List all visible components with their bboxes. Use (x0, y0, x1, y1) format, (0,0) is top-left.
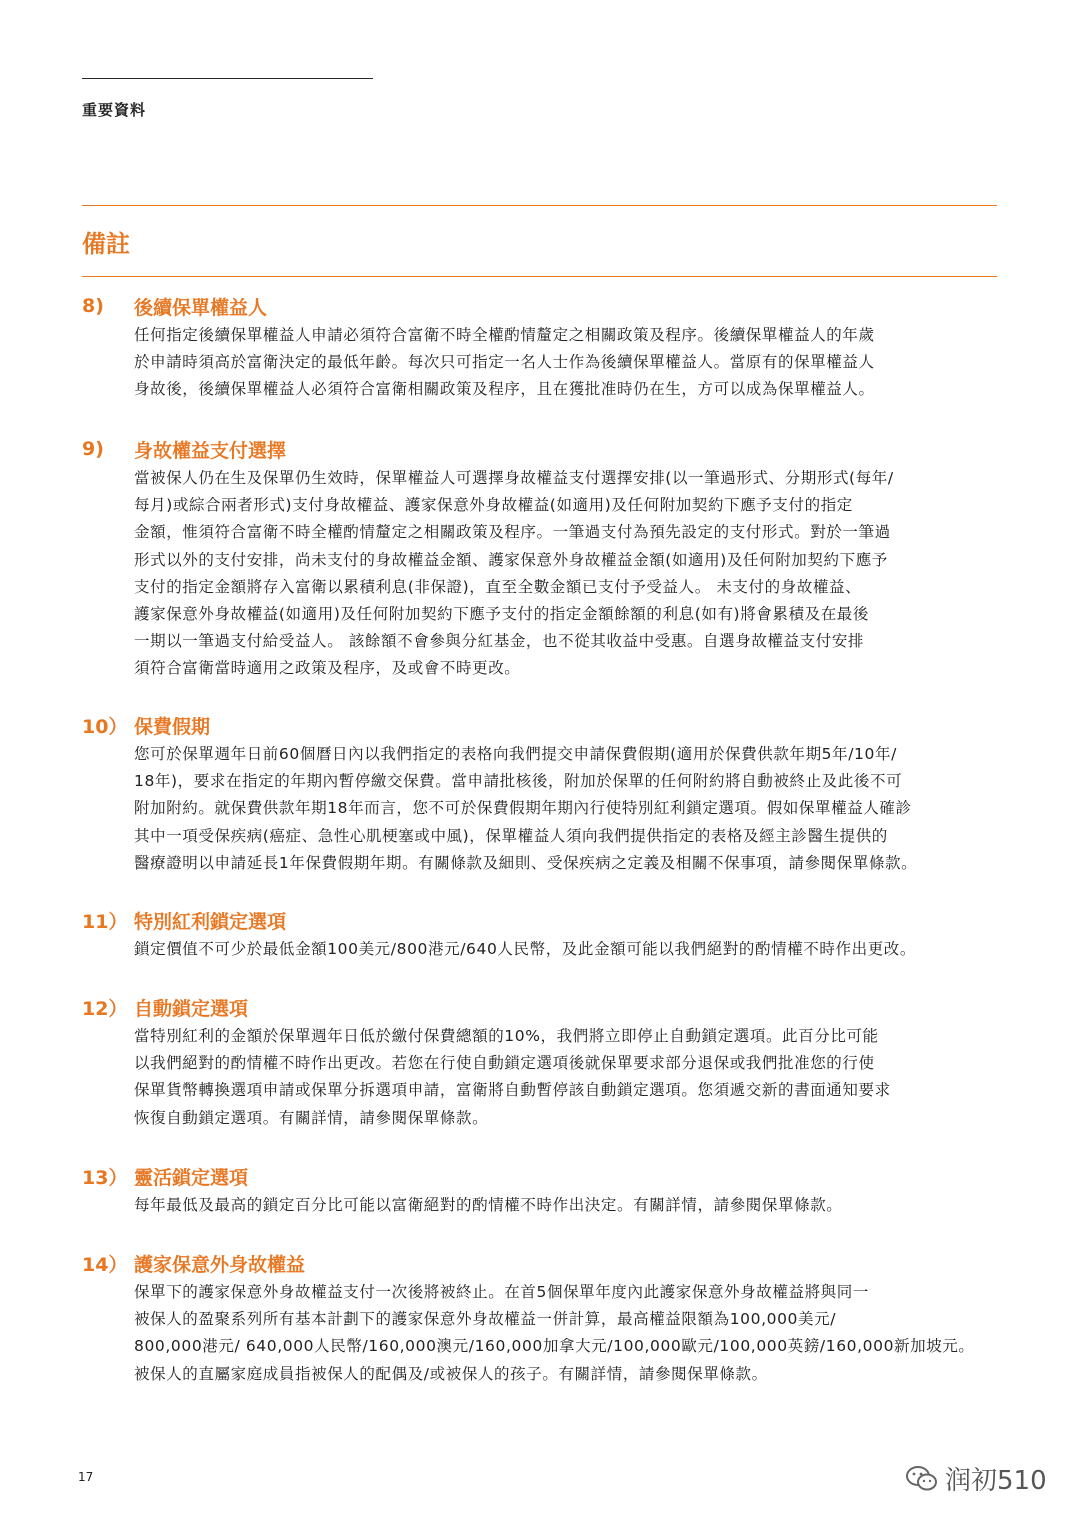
note-line: 醫療證明以申請延長1年保費假期年期。有關條款及細則、受保疾病之定義及相關不保事項，請參閱保單條款。 (134, 853, 918, 872)
note-title: 特別紅利鎖定選項 (134, 910, 287, 933)
note-line: 附加附約。就保費供款年期18年而言，您不可於保費假期年期內行使特別紅利鎖定選項。假如保單權益人確診 (134, 799, 912, 818)
note-8 (82, 290, 997, 404)
page-number: 17 (78, 1470, 94, 1484)
note-line: 當被保人仍在生及保單仍生效時，保單權益人可選擇身故權益支付選擇安排(以一筆過形式、分期形式(每年/ (134, 469, 894, 487)
section-title: 備註 (82, 230, 130, 258)
note-line: 鎖定價值不可少於最低金額100美元/800港元/640人民幣，及此金額可能以我們絕對的酌情權不時作出更改。 (134, 940, 917, 958)
note-11 (82, 904, 997, 963)
note-line: 一期以一筆過支付給受益人。 該餘額不會參與分紅基金，也不從其收益中受惠。自選身故權益支付安排 (134, 632, 865, 651)
note-line: 當特別紅利的金額於保單週年日低於繳付保費總額的10%，我們將立即停止自動鎖定選項。此百分比可能 (134, 1027, 879, 1045)
note-line: 任何指定後續保單權益人申請必須符合富衛不時全權酌情釐定之相關政策及程序。後續保單權益人的年歲 (134, 326, 875, 344)
note-number: 14） (82, 1253, 128, 1276)
note-body (82, 1279, 997, 1388)
note-number: 9) (82, 438, 104, 460)
chat-bubble-icon (905, 1464, 939, 1494)
note-body (82, 322, 997, 404)
note-line: 於申請時須高於富衛決定的最低年齡。每次只可指定一名人士作為後續保單權益人。當原有的保單權益人 (134, 353, 875, 372)
note-line: 保單貨幣轉換選項申請或保單分拆選項申請，富衛將自動暫停該自動鎖定選項。您須遞交新的書面通知要求 (134, 1081, 891, 1100)
note-line: 恢復自動鎖定選項。有關詳情，請參閱保單條款。 (134, 1108, 489, 1127)
note-line: 以我們絕對的酌情權不時作出更改。若您在行使自動鎖定選項後就保單要求部分退保或我們批准您的行使 (134, 1054, 875, 1073)
note-body (82, 1023, 997, 1132)
section-rule-top (82, 205, 997, 206)
header-label: 重要資料 (82, 101, 147, 119)
note-line: 18年)，要求在指定的年期內暫停繳交保費。當申請批核後，附加於保單的任何附約將自動被終止及此後不可 (134, 772, 903, 791)
note-line: 支付的指定金額將存入富衛以累積利息(非保證)，直至全數金額已支付予受益人。 未支付的身故權益、 (134, 577, 862, 596)
note-line: 800,000港元/ 640,000人民幣/160,000澳元/160,000加拿大元/100,000歐元/100,000英鎊/160,000新加坡元。 (134, 1337, 975, 1356)
watermark (905, 1460, 1047, 1497)
note-number: 11） (82, 910, 128, 933)
note-title: 後續保單權益人 (134, 296, 268, 319)
note-body (82, 1192, 997, 1219)
note-12 (82, 991, 997, 1132)
note-number: 12） (82, 997, 128, 1020)
note-line: 您可於保單週年日前60個曆日內以我們指定的表格向我們提交申請保費假期(適用於保費供款年期5年/10年/ (134, 745, 897, 763)
watermark-text: 润初510 (945, 1466, 1047, 1496)
note-14 (82, 1247, 997, 1388)
note-line: 形式以外的支付安排，尚未支付的身故權益金額、護家保意外身故權益金額(如適用)及任何附加契約下應予 (134, 550, 888, 569)
note-line: 每年最低及最高的鎖定百分比可能以富衛絕對的酌情權不時作出決定。有關詳情，請參閱保單條款。 (134, 1196, 843, 1214)
note-title: 保費假期 (134, 715, 211, 738)
note-line: 金額，惟須符合富衛不時全權酌情釐定之相關政策及程序。一筆過支付為預先設定的支付形式。對於一筆過 (134, 523, 891, 542)
note-10 (82, 709, 997, 877)
note-line: 每月)或綜合兩者形式)支付身故權益、護家保意外身故權益(如適用)及任何附加契約下應予支付的指定 (134, 496, 853, 515)
section-rule-bottom (82, 276, 997, 277)
note-number: 10） (82, 715, 128, 738)
note-title: 靈活鎖定選項 (134, 1166, 249, 1189)
note-body (82, 465, 997, 683)
note-title: 身故權益支付選擇 (134, 439, 287, 462)
note-body (82, 936, 997, 963)
note-line: 護家保意外身故權益(如適用)及任何附加契約下應予支付的指定金額餘額的利息(如有)將會累積及在最後 (134, 605, 869, 624)
note-line: 被保人的盈聚系列所有基本計劃下的護家保意外身故權益一併計算，最高權益限額為100,000美元/ (134, 1310, 837, 1329)
note-line: 須符合富衛當時適用之政策及程序，及或會不時更改。 (134, 659, 521, 678)
note-9 (82, 433, 997, 683)
note-line: 其中一項受保疾病(癌症、急性心肌梗塞或中風)，保單權益人須向我們提供指定的表格及經主診醫生提供的 (134, 826, 888, 845)
note-line: 被保人的直屬家庭成員指被保人的配偶及/或被保人的孩子。有關詳情，請參閱保單條款。 (134, 1364, 768, 1383)
note-title: 自動鎖定選項 (134, 997, 249, 1020)
note-line: 身故後，後續保單權益人必須符合富衛相關政策及程序，且在獲批准時仍在生，方可以成為保單權益人。 (134, 380, 875, 399)
top-rule (82, 78, 373, 79)
note-number: 13） (82, 1166, 128, 1189)
note-title: 護家保意外身故權益 (134, 1253, 306, 1276)
note-line: 保單下的護家保意外身故權益支付一次後將被終止。在首5個保單年度內此護家保意外身故權益將與同一 (134, 1283, 869, 1301)
note-13 (82, 1160, 997, 1219)
note-number: 8) (82, 295, 104, 317)
note-body (82, 741, 997, 877)
